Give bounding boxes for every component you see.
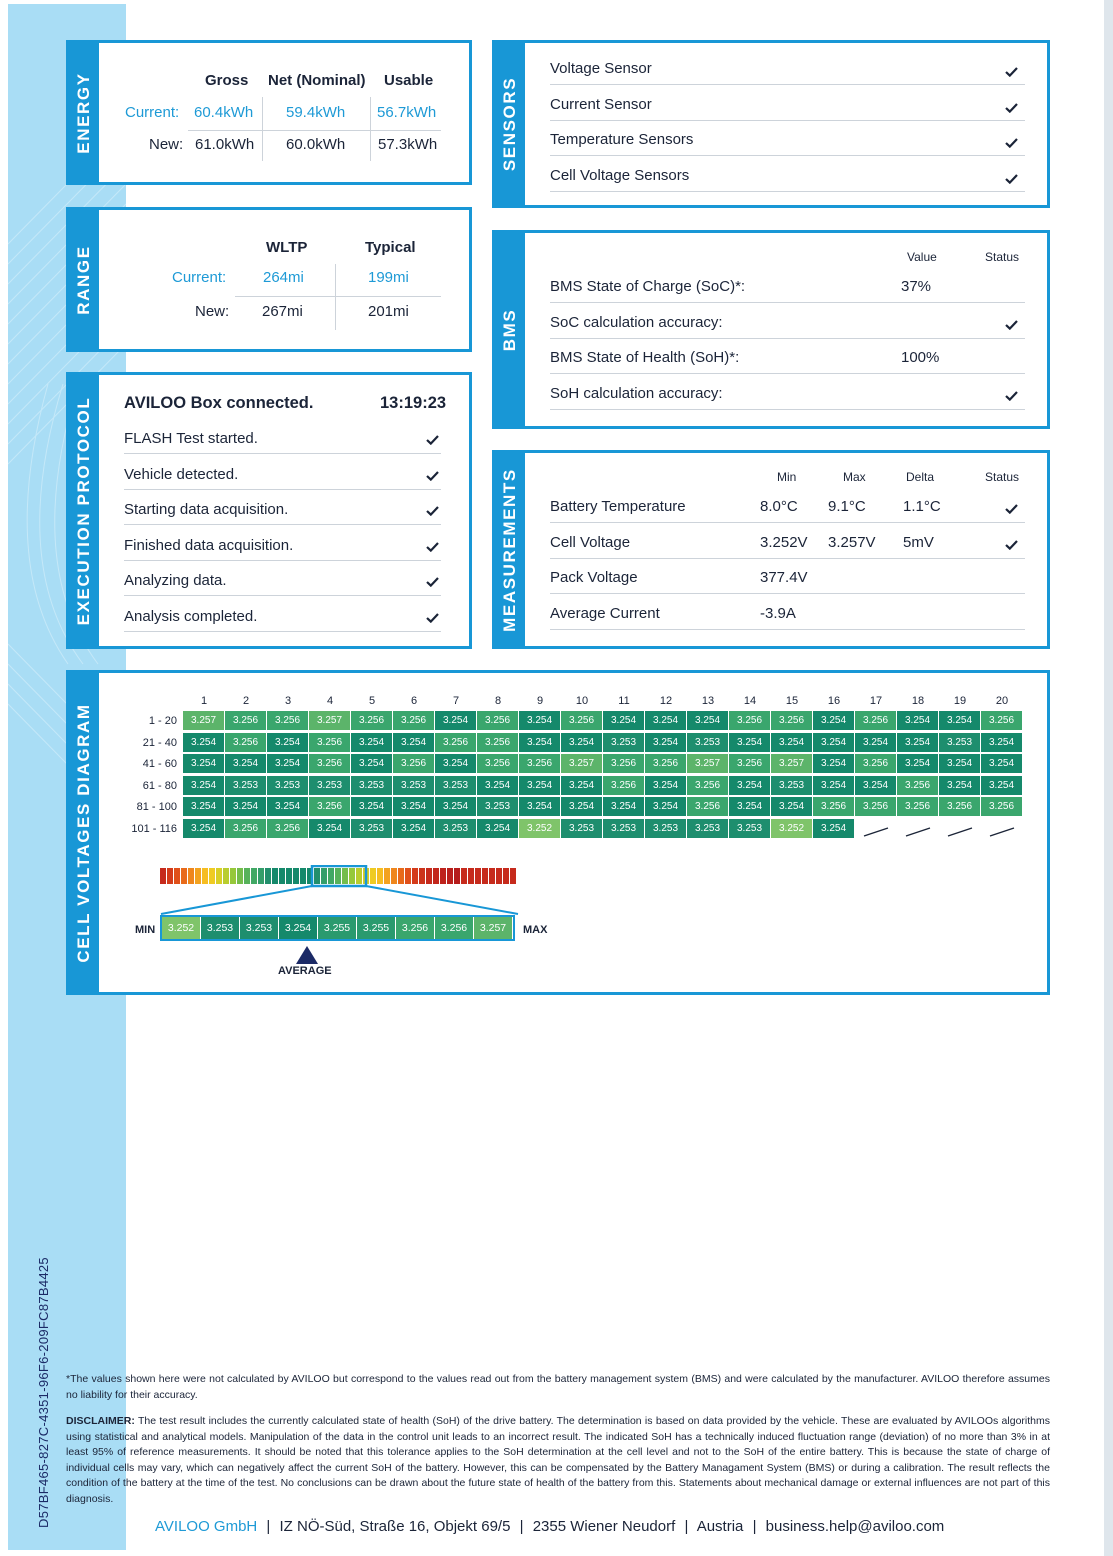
sensor-label: Cell Voltage Sensors	[550, 166, 690, 184]
footnote-disclaimer	[66, 1414, 1050, 1507]
check-icon	[1005, 320, 1018, 329]
cell-voltage: 3.254	[393, 733, 434, 752]
cell-voltage: 3.254	[267, 733, 308, 752]
energy-vline-2	[370, 97, 371, 161]
execution-time: 13:19:23	[380, 394, 447, 412]
cell-voltage: 3.253	[603, 733, 644, 752]
scale-max-label: MAX	[523, 924, 548, 936]
cell-voltage: 3.254	[519, 733, 560, 752]
grid-column-header: 15	[785, 695, 799, 707]
grid-column-header: 9	[536, 695, 544, 707]
measurement-label: Pack Voltage	[550, 569, 638, 587]
cell-voltage: 3.254	[435, 711, 476, 730]
cell-voltage: 3.256	[477, 711, 518, 730]
sensor-label: Voltage Sensor	[550, 60, 652, 77]
scale-value: 3.256	[396, 917, 435, 939]
range-current-wltp: 264mi	[263, 269, 304, 286]
sensors-panel	[492, 40, 1050, 208]
grid-column-header: 18	[911, 695, 925, 707]
bms-row-label: SoC calculation accuracy:	[550, 313, 723, 331]
cell-voltage: 3.254	[897, 711, 938, 730]
footer-company: AVILOO GmbH	[155, 1518, 258, 1535]
cell-voltage: 3.257	[687, 754, 728, 773]
check-icon	[1005, 391, 1018, 400]
cell-diagram-title: CELL VOLTAGES DIAGRAM	[74, 702, 93, 963]
cell-voltage: 3.253	[939, 733, 980, 752]
cell-voltage: 3.256	[393, 711, 434, 730]
footer-sep-1: |	[266, 1518, 271, 1535]
energy-header-net: Net (Nominal)	[268, 72, 366, 89]
cell-voltage: 3.256	[309, 733, 350, 752]
cell-voltage: 3.254	[183, 819, 224, 838]
check-icon	[1005, 138, 1018, 147]
cell-voltage: 3.253	[267, 776, 308, 795]
disclaimer-label: DISCLAIMER:	[66, 1415, 135, 1427]
range-panel	[66, 207, 472, 352]
cell-voltage: 3.254	[225, 754, 266, 773]
execution-step	[124, 599, 441, 632]
sensor-row	[550, 53, 1025, 85]
cell-voltage: 3.256	[813, 797, 854, 816]
energy-panel	[66, 40, 472, 185]
meas-col-delta: Delta	[906, 470, 935, 484]
grid-column-header: 8	[494, 695, 502, 707]
cell-voltage: 3.256	[267, 711, 308, 730]
range-divider	[235, 296, 441, 297]
cell-voltage: 3.254	[687, 711, 728, 730]
meas-col-max: Max	[843, 470, 866, 484]
measurements-title: MEASUREMENTS	[500, 467, 519, 632]
measurement-label: Battery Temperature	[550, 498, 686, 515]
measurement-min: 3.252V	[760, 533, 808, 551]
measurement-row	[550, 560, 1025, 594]
bms-row	[550, 340, 1025, 374]
cell-voltage: 3.254	[519, 711, 560, 730]
execution-step	[124, 528, 441, 561]
cell-voltage: 3.254	[561, 797, 602, 816]
cell-voltage: 3.256	[687, 776, 728, 795]
scale-min-label: MIN	[135, 924, 156, 936]
execution-step-label: Starting data acquisition.	[124, 501, 289, 519]
bms-row	[550, 305, 1025, 339]
cell-voltage: 3.254	[561, 733, 602, 752]
energy-header-usable: Usable	[384, 72, 434, 89]
execution-header: AVILOO Box connected.	[124, 394, 314, 412]
cell-voltage: 3.257	[771, 754, 812, 773]
energy-current-label: Current:	[125, 104, 180, 121]
cell-voltage: 3.254	[729, 776, 770, 795]
measurement-min: 377.4V	[760, 569, 808, 587]
measurement-max: 3.257V	[828, 533, 876, 551]
energy-new-usable: 57.3kWh	[378, 136, 438, 153]
cell-voltage: 3.256	[729, 711, 770, 730]
cell-voltage: 3.257	[309, 711, 350, 730]
grid-column-header: 7	[452, 695, 460, 707]
grid-column-header: 4	[326, 695, 334, 707]
footer	[155, 1518, 944, 1535]
energy-title-bar	[69, 43, 99, 182]
cell-voltage: 3.254	[813, 754, 854, 773]
cell-voltage: 3.253	[435, 776, 476, 795]
cell-voltage: 3.254	[435, 754, 476, 773]
cell-voltage: 3.254	[351, 797, 392, 816]
scale-value: 3.252	[162, 917, 201, 939]
measurement-max: 9.1°C	[828, 498, 866, 515]
grid-column-header: 6	[410, 695, 418, 707]
grid-column-header: 14	[743, 695, 757, 707]
cell-voltage: 3.256	[981, 797, 1022, 816]
grid-row-label: 1 - 20	[148, 715, 177, 727]
cell-diagram-title-bar	[69, 673, 99, 992]
cell-voltage: 3.254	[183, 776, 224, 795]
cell-voltage: 3.254	[813, 819, 854, 838]
measurements-title-bar	[495, 453, 525, 646]
footer-email[interactable]: business.help@aviloo.com	[765, 1518, 945, 1535]
check-icon	[426, 613, 439, 622]
cell-voltage: 3.256	[855, 754, 896, 773]
cell-voltage: 3.254	[519, 776, 560, 795]
scrollbar[interactable]	[1104, 0, 1113, 1556]
cell-voltage: 3.254	[897, 754, 938, 773]
bms-row-label: BMS State of Health (SoH)*:	[550, 349, 740, 367]
cell-voltage: 3.254	[561, 776, 602, 795]
cell-voltage: 3.254	[183, 797, 224, 816]
cell-voltage: 3.256	[771, 711, 812, 730]
cell-voltage: 3.254	[729, 797, 770, 816]
check-icon	[1005, 540, 1018, 549]
grid-column-header: 10	[575, 695, 589, 707]
grid-row-label: 101 - 116	[131, 822, 177, 835]
range-header-wltp: WLTP	[266, 239, 308, 256]
cell-voltage: 3.253	[351, 776, 392, 795]
grid-column-header: 19	[953, 695, 967, 707]
energy-current-usable: 56.7kWh	[377, 104, 437, 121]
execution-title-bar	[69, 375, 99, 646]
cell-voltage: 3.256	[309, 797, 350, 816]
cell-voltage: 3.256	[351, 711, 392, 730]
cell-voltage: 3.256	[561, 711, 602, 730]
energy-header-gross: Gross	[205, 72, 249, 89]
cell-voltage: 3.254	[939, 754, 980, 773]
cell-voltage: 3.256	[897, 776, 938, 795]
cell-voltage: 3.256	[225, 711, 266, 730]
check-icon	[426, 506, 439, 515]
cell-voltage: 3.254	[351, 754, 392, 773]
cell-voltage: 3.254	[771, 797, 812, 816]
cell-voltage: 3.254	[813, 776, 854, 795]
scale-value: 3.253	[240, 917, 279, 939]
footer-address: IZ NÖ-Süd, Straße 16, Objekt 69/5	[279, 1518, 511, 1535]
execution-step-label: Analyzing data.	[124, 572, 227, 590]
empty-cell-slash	[989, 824, 1015, 834]
cell-voltage: 3.256	[477, 733, 518, 752]
check-icon	[1005, 103, 1018, 112]
bms-title-bar	[495, 233, 525, 426]
cell-voltage: 3.256	[687, 797, 728, 816]
range-title: RANGE	[74, 244, 93, 315]
cell-voltage: 3.254	[855, 733, 896, 752]
bms-col-status: Status	[985, 250, 1020, 264]
grid-column-header: 11	[618, 695, 630, 707]
cell-voltage: 3.253	[435, 819, 476, 838]
check-icon	[426, 471, 439, 480]
grid-row-label: 61 - 80	[142, 779, 177, 792]
range-current-label: Current:	[172, 269, 227, 286]
cell-voltage: 3.254	[309, 819, 350, 838]
execution-panel	[66, 372, 472, 649]
grid-column-header: 3	[284, 695, 292, 707]
sensors-title-bar	[495, 43, 525, 205]
cell-voltage: 3.256	[393, 754, 434, 773]
cell-voltage: 3.254	[393, 819, 434, 838]
bms-col-value: Value	[907, 250, 937, 264]
scale-value: 3.257	[474, 917, 513, 939]
energy-new-net: 60.0kWh	[286, 136, 346, 153]
empty-cell-slash	[947, 824, 973, 834]
disclaimer-text: The test result includes the currently calculated state of health (SoH) of the drive battery. The determination is based on data provided by the vehicle. These are evaluated by AVILOOs algorithms using statistical and analytical models. Manipulation of the data in the control unit leads to an incorrect result. The indicated SoH has a technically induced fluctuation range (deviation) of no more than 3% in at least 95% of reference measurements. It should be noted that this tolerance applies to the SoH determination at the cell level and not to the SoH of the entire battery. This is because the state of charge of individual cells may vary, which can negatively affect the current SoH of the battery. However, this can be compensated by the Battery Managament System (BMS) or during a calibration. The result reflects the condition of the battery at the time of the test. No conclusions can be drawn about the future state of health of the battery from this. Statements about mechanical damage or external influences are not part of this diagnosis.	[66, 1415, 1050, 1505]
cell-voltage: 3.253	[351, 819, 392, 838]
document-id: D57BF465-827C-4351-96F6-209FC87B4425	[36, 1257, 51, 1528]
voltage-scale	[160, 915, 515, 941]
cell-voltage: 3.254	[981, 754, 1022, 773]
measurement-label: Cell Voltage	[550, 533, 631, 551]
grid-row-label: 41 - 60	[142, 758, 177, 770]
range-title-bar	[69, 210, 99, 349]
range-new-wltp: 267mi	[262, 303, 303, 320]
average-label: AVERAGE	[278, 965, 332, 977]
cell-voltage: 3.252	[771, 819, 812, 838]
execution-step-label: Vehicle detected.	[124, 465, 239, 483]
sensors-title: SENSORS	[500, 76, 519, 172]
cell-voltage: 3.254	[729, 733, 770, 752]
cell-voltage: 3.256	[225, 733, 266, 752]
range-new-label: New:	[195, 303, 230, 320]
cell-voltage: 3.254	[477, 776, 518, 795]
cell-voltage: 3.256	[981, 711, 1022, 730]
execution-step-label: FLASH Test started.	[124, 430, 258, 447]
grid-row-label: 81 - 100	[136, 801, 177, 813]
grid-row-label: 21 - 40	[142, 736, 177, 749]
bms-row-value: 37%	[901, 278, 932, 295]
grid-column-header: 20	[995, 695, 1009, 707]
scale-value: 3.254	[279, 917, 318, 939]
range-new-typical: 201mi	[368, 303, 409, 320]
grid-column-header: 16	[827, 695, 841, 707]
check-icon	[1005, 504, 1018, 513]
measurement-delta: 1.1°C	[903, 498, 941, 515]
measurement-min: 8.0°C	[760, 498, 798, 515]
range-header-typical: Typical	[365, 239, 416, 256]
cell-voltage: 3.254	[477, 819, 518, 838]
cell-voltage: 3.256	[939, 797, 980, 816]
cell-voltage: 3.254	[981, 776, 1022, 795]
bms-row	[550, 269, 1025, 303]
cell-voltage: 3.254	[603, 711, 644, 730]
cell-voltage: 3.253	[309, 776, 350, 795]
measurement-delta: 5mV	[903, 533, 934, 551]
cell-diagram-panel	[66, 670, 1050, 995]
cell-voltage: 3.254	[981, 733, 1022, 752]
cell-voltage: 3.254	[897, 733, 938, 752]
cell-voltage: 3.253	[561, 819, 602, 838]
cell-voltage: 3.253	[603, 819, 644, 838]
cell-voltage: 3.254	[435, 797, 476, 816]
check-icon	[426, 435, 439, 444]
meas-col-min: Min	[777, 470, 797, 484]
cell-voltage: 3.257	[183, 711, 224, 730]
sensor-label: Temperature Sensors	[550, 131, 694, 149]
sensor-row	[550, 124, 1025, 156]
average-marker-icon	[296, 946, 318, 964]
cell-voltage: 3.253	[771, 776, 812, 795]
energy-new-label: New:	[149, 136, 184, 153]
cell-voltage: 3.256	[309, 754, 350, 773]
cell-voltage: 3.256	[225, 819, 266, 838]
check-icon	[426, 577, 439, 586]
execution-step	[124, 421, 441, 454]
footer-country: Austria	[696, 1518, 744, 1535]
cell-voltage: 3.256	[603, 776, 644, 795]
bms-row	[550, 376, 1025, 410]
execution-step	[124, 457, 441, 490]
cell-voltage: 3.254	[645, 733, 686, 752]
footer-sep-2: |	[519, 1518, 524, 1535]
energy-title: ENERGY	[74, 71, 93, 154]
scale-value: 3.255	[357, 917, 396, 939]
check-icon	[1005, 174, 1018, 183]
scale-value: 3.256	[435, 917, 474, 939]
cell-voltage: 3.256	[267, 819, 308, 838]
execution-step	[124, 563, 441, 596]
cell-voltage: 3.254	[939, 711, 980, 730]
cell-voltage: 3.254	[645, 797, 686, 816]
cell-voltage: 3.254	[813, 733, 854, 752]
cell-voltage: 3.256	[645, 754, 686, 773]
cell-voltage: 3.254	[183, 733, 224, 752]
footnote-star: *The values shown here were not calculated by AVILOO but correspond to the values read out from the battery management system (BMS) and were calculated by the manufacturer. AVILOO therefore assumes no liability for their accuracy.	[66, 1373, 1050, 1401]
empty-cell-slash	[863, 824, 889, 834]
cell-voltage: 3.254	[351, 733, 392, 752]
energy-current-gross: 60.4kWh	[194, 104, 254, 121]
execution-step-label: Finished data acquisition.	[124, 536, 294, 554]
cell-voltage: 3.254	[645, 711, 686, 730]
cell-voltage: 3.256	[729, 754, 770, 773]
cell-voltage: 3.254	[771, 733, 812, 752]
check-icon	[426, 542, 439, 551]
cell-voltage: 3.253	[393, 776, 434, 795]
measurement-row	[550, 596, 1025, 630]
cell-voltage: 3.252	[519, 819, 560, 838]
cell-voltage: 3.257	[561, 754, 602, 773]
meas-col-status: Status	[985, 470, 1020, 484]
cell-voltage: 3.254	[183, 754, 224, 773]
measurement-row	[550, 489, 1025, 523]
range-current-typical: 199mi	[368, 269, 409, 286]
cell-voltage: 3.256	[435, 733, 476, 752]
bms-panel	[492, 230, 1050, 429]
bms-row-label: SoH calculation accuracy:	[550, 384, 723, 402]
cell-voltage: 3.256	[897, 797, 938, 816]
cell-voltage: 3.253	[687, 819, 728, 838]
cell-voltage: 3.253	[477, 797, 518, 816]
cell-voltage: 3.254	[855, 776, 896, 795]
cell-voltage: 3.253	[225, 776, 266, 795]
grid-column-header: 12	[659, 695, 673, 707]
scale-value: 3.255	[318, 917, 357, 939]
footer-city: 2355 Wiener Neudorf	[532, 1518, 676, 1535]
cell-voltage: 3.254	[225, 797, 266, 816]
scale-value: 3.253	[201, 917, 240, 939]
sensor-label: Current Sensor	[550, 95, 652, 113]
grid-column-header: 1	[200, 695, 208, 707]
cell-voltage: 3.253	[729, 819, 770, 838]
cell-voltage: 3.254	[267, 797, 308, 816]
cell-voltage: 3.254	[645, 776, 686, 795]
grid-column-header: 5	[368, 695, 376, 707]
grid-column-header: 17	[869, 695, 883, 707]
cell-voltage: 3.256	[603, 754, 644, 773]
execution-step-label: Analysis completed.	[124, 608, 258, 625]
cell-voltage: 3.254	[813, 711, 854, 730]
check-icon	[1005, 67, 1018, 76]
cell-voltage: 3.256	[477, 754, 518, 773]
cell-voltage: 3.254	[393, 797, 434, 816]
bms-row-label: BMS State of Charge (SoC)*:	[550, 278, 746, 295]
sensor-row	[550, 89, 1025, 121]
cell-voltage: 3.256	[855, 797, 896, 816]
cell-voltage: 3.256	[855, 711, 896, 730]
measurement-row	[550, 525, 1025, 559]
execution-step	[124, 492, 441, 525]
grid-column-header: 13	[701, 695, 715, 707]
scale-zoom-lines	[159, 865, 559, 915]
footer-sep-4: |	[752, 1518, 757, 1535]
cell-voltage: 3.254	[603, 797, 644, 816]
bms-row-value: 100%	[901, 349, 940, 367]
energy-current-net: 59.4kWh	[286, 104, 346, 121]
grid-column-header: 2	[242, 695, 250, 707]
measurement-label: Average Current	[550, 604, 660, 622]
range-vline	[335, 264, 336, 330]
sensor-row	[550, 160, 1025, 192]
bms-title: BMS	[500, 308, 519, 351]
measurement-min: -3.9A	[760, 604, 796, 622]
cell-voltage: 3.254	[267, 754, 308, 773]
energy-divider	[188, 130, 441, 131]
measurements-panel	[492, 450, 1050, 649]
cell-voltage: 3.253	[645, 819, 686, 838]
cell-voltage: 3.253	[687, 733, 728, 752]
empty-cell-slash	[905, 824, 931, 834]
cell-voltage: 3.256	[519, 754, 560, 773]
footer-sep-3: |	[684, 1518, 689, 1535]
energy-new-gross: 61.0kWh	[195, 136, 255, 153]
energy-vline-1	[262, 97, 263, 161]
execution-title: EXECUTION PROTOCOL	[74, 396, 93, 625]
cell-voltage: 3.254	[519, 797, 560, 816]
cell-voltage: 3.254	[939, 776, 980, 795]
